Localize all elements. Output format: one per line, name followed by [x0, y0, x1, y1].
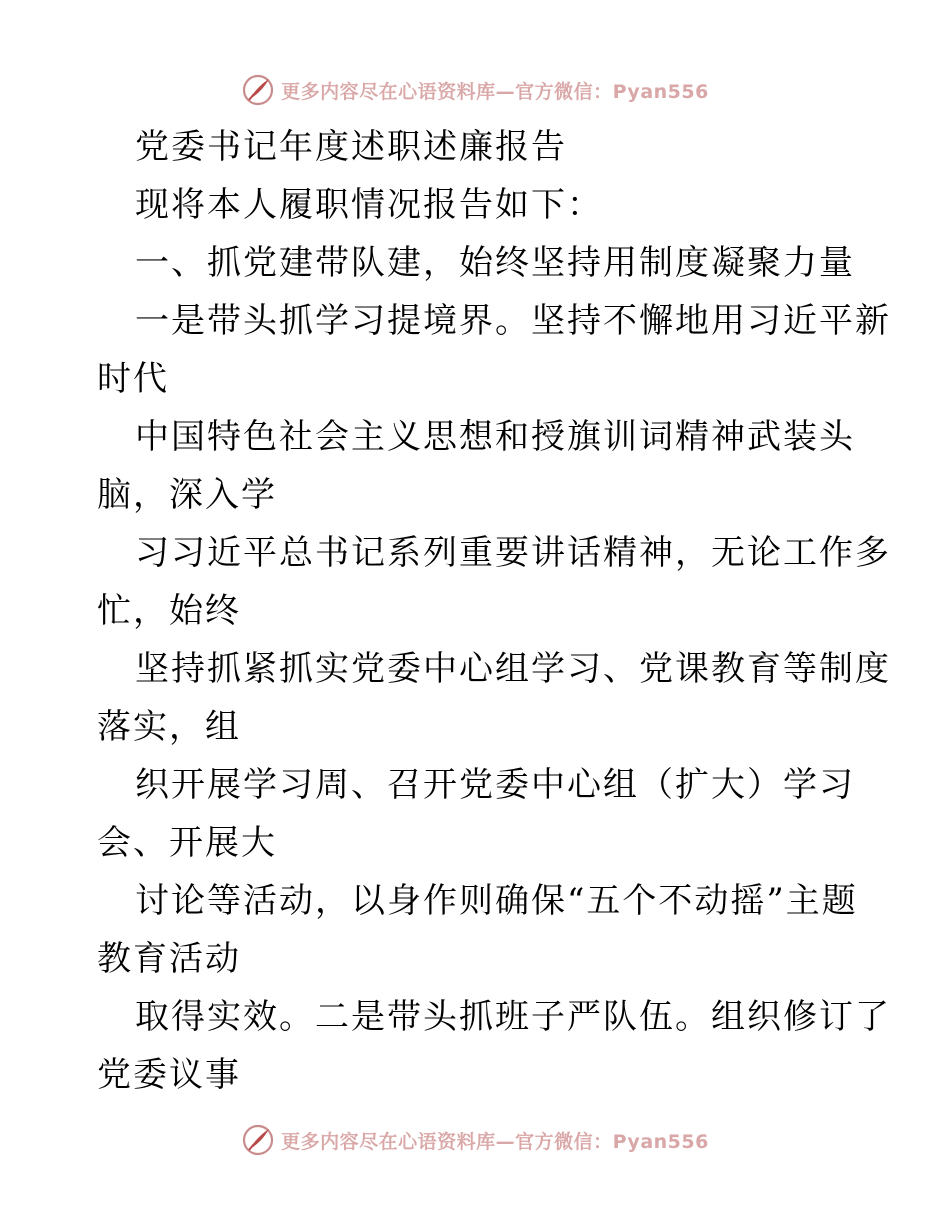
doc-line: 习习近平总书记系列重要讲话精神，无论工作多	[135, 533, 891, 573]
header-watermark	[0, 70, 950, 110]
feather-pen-logo-icon	[241, 73, 275, 107]
feather-pen-logo-icon	[241, 1123, 275, 1157]
doc-line: 取得实效。二是带头抓班子严队伍。组织修订了	[135, 997, 891, 1037]
doc-line: 落实，组	[97, 707, 241, 747]
doc-line: 现将本人履职情况报告如下：	[135, 185, 603, 225]
footer-watermark	[0, 1120, 950, 1160]
doc-line: 忙，始终	[97, 591, 241, 631]
document-body	[97, 118, 891, 1104]
doc-title: 党委书记年度述职述廉报告	[135, 127, 567, 167]
doc-line: 脑，深入学	[97, 475, 277, 515]
doc-line: 织开展学习周、召开党委中心组（扩大）学习	[135, 765, 855, 805]
doc-line: 一是带头抓学习提境界。坚持不懈地用习近平新	[135, 301, 891, 341]
doc-line: 中国特色社会主义思想和授旗训词精神武装头	[135, 417, 855, 457]
doc-line: 坚持抓紧抓实党委中心组学习、党课教育等制度	[135, 649, 891, 689]
watermark-text: 更多内容尽在心语资料库—官方微信：Pyan556	[281, 1130, 709, 1153]
doc-line: 一、抓党建带队建，始终坚持用制度凝聚力量	[135, 243, 855, 283]
watermark-text: 更多内容尽在心语资料库—官方微信：Pyan556	[281, 80, 709, 103]
doc-line: 教育活动	[97, 939, 241, 979]
doc-line: 党委议事	[97, 1055, 241, 1095]
doc-line: 时代	[97, 359, 169, 399]
doc-line: 会、开展大	[97, 823, 277, 863]
doc-line: 讨论等活动，以身作则确保“五个不动摇”主题	[135, 881, 858, 921]
